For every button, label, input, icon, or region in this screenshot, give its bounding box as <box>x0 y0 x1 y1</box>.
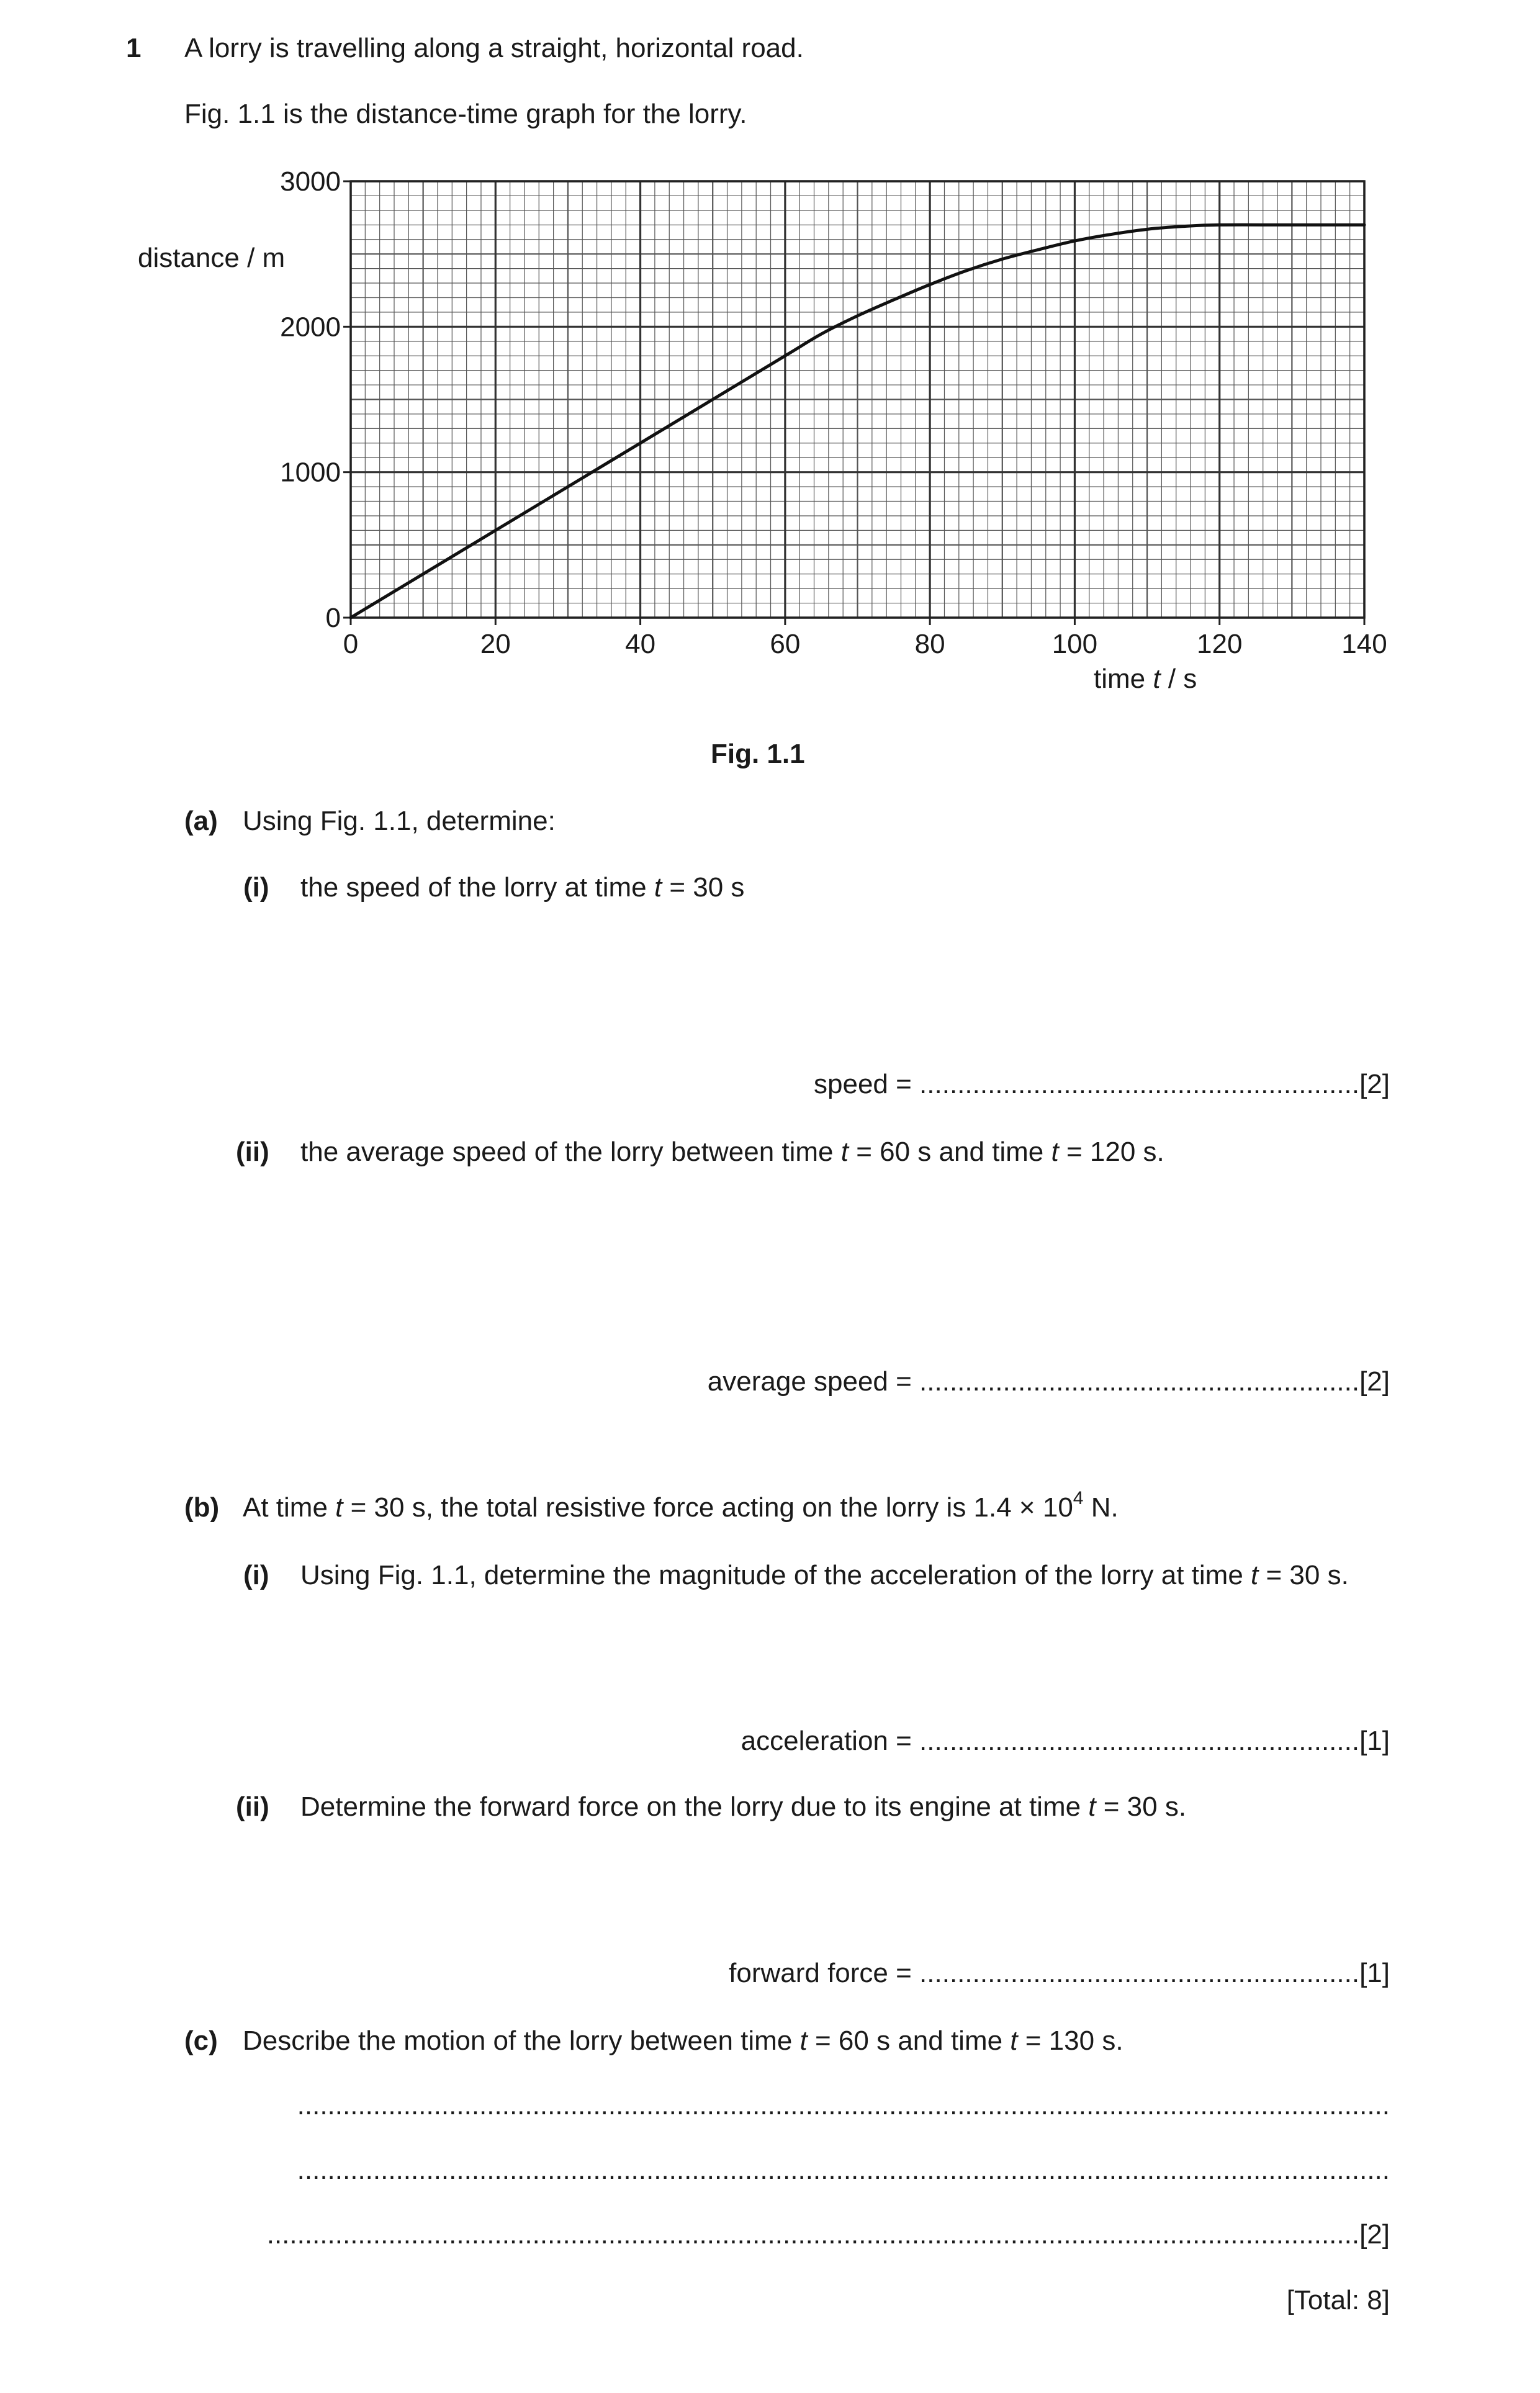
y-tick-label: 2000 <box>280 312 341 343</box>
describe-answer-line-3[interactable]: ................................................................................................................................................[2] <box>266 2219 1390 2250</box>
part-a-i-text: the speed of the lorry at time t = 30 s <box>300 872 745 903</box>
part-c-text: Describe the motion of the lorry between time t = 60 s and time t = 130 s. <box>243 2026 1123 2056</box>
part-b-ii-label: (ii) <box>236 1791 269 1822</box>
x-tick-label: 120 <box>1197 629 1243 659</box>
describe-answer-line-1[interactable]: ................................................................................................................................................ <box>297 2090 1390 2120</box>
acceleration-answer-line[interactable]: acceleration = ..........................................................[1] <box>741 1726 1390 1756</box>
average-speed-answer-line[interactable]: average speed = ..........................................................[2] <box>707 1366 1390 1397</box>
part-b-i-text: Using Fig. 1.1, determine the magnitude of the acceleration of the lorry at time t = 30 s. <box>300 1560 1349 1590</box>
y-axis-label: distance / m <box>138 243 286 273</box>
x-tick-label: 0 <box>343 629 359 659</box>
y-tick-label: 1000 <box>280 457 341 488</box>
speed-answer-line[interactable]: speed = ..........................................................[2] <box>814 1069 1390 1099</box>
distance-time-graph <box>0 0 1540 714</box>
x-tick-label: 100 <box>1051 629 1098 659</box>
describe-answer-line-2[interactable]: ................................................................................................................................................ <box>297 2155 1390 2185</box>
part-b-i-label: (i) <box>243 1560 269 1590</box>
question-intro: A lorry is travelling along a straight, horizontal road. <box>184 33 804 63</box>
part-c-label: (c) <box>184 2026 218 2056</box>
part-a-ii-label: (ii) <box>236 1137 269 1167</box>
y-tick-label: 3000 <box>280 166 341 197</box>
question-number: 1 <box>126 33 142 63</box>
x-tick-label: 20 <box>480 629 511 659</box>
part-a-i-label: (i) <box>243 872 269 903</box>
x-tick-label: 60 <box>770 629 801 659</box>
figure-caption: Fig. 1.1 <box>711 739 805 769</box>
x-tick-label: 40 <box>625 629 656 659</box>
part-a-label: (a) <box>184 806 218 836</box>
figure-intro: Fig. 1.1 is the distance-time graph for the lorry. <box>184 99 747 129</box>
part-b-text: At time t = 30 s, the total resistive force acting on the lorry is $1.4 \times 10^4$ N. <box>243 1488 1119 1523</box>
forward-force-answer-line[interactable]: forward force = ..........................................................[1] <box>729 1958 1390 1988</box>
x-tick-label: 140 <box>1341 629 1387 659</box>
part-a-text: Using Fig. 1.1, determine: <box>243 806 556 836</box>
x-tick-label: 80 <box>914 629 945 659</box>
part-b-label: (b) <box>184 1492 220 1523</box>
part-b-ii-text: Determine the forward force on the lorry due to its engine at time t = 30 s. <box>300 1791 1187 1822</box>
y-tick-label: 0 <box>325 603 341 633</box>
part-a-ii-text: the average speed of the lorry between time t = 60 s and time t = 120 s. <box>300 1137 1164 1167</box>
total-marks: [Total: 8] <box>1286 2285 1390 2315</box>
x-axis-label: time t / s <box>1094 664 1197 694</box>
